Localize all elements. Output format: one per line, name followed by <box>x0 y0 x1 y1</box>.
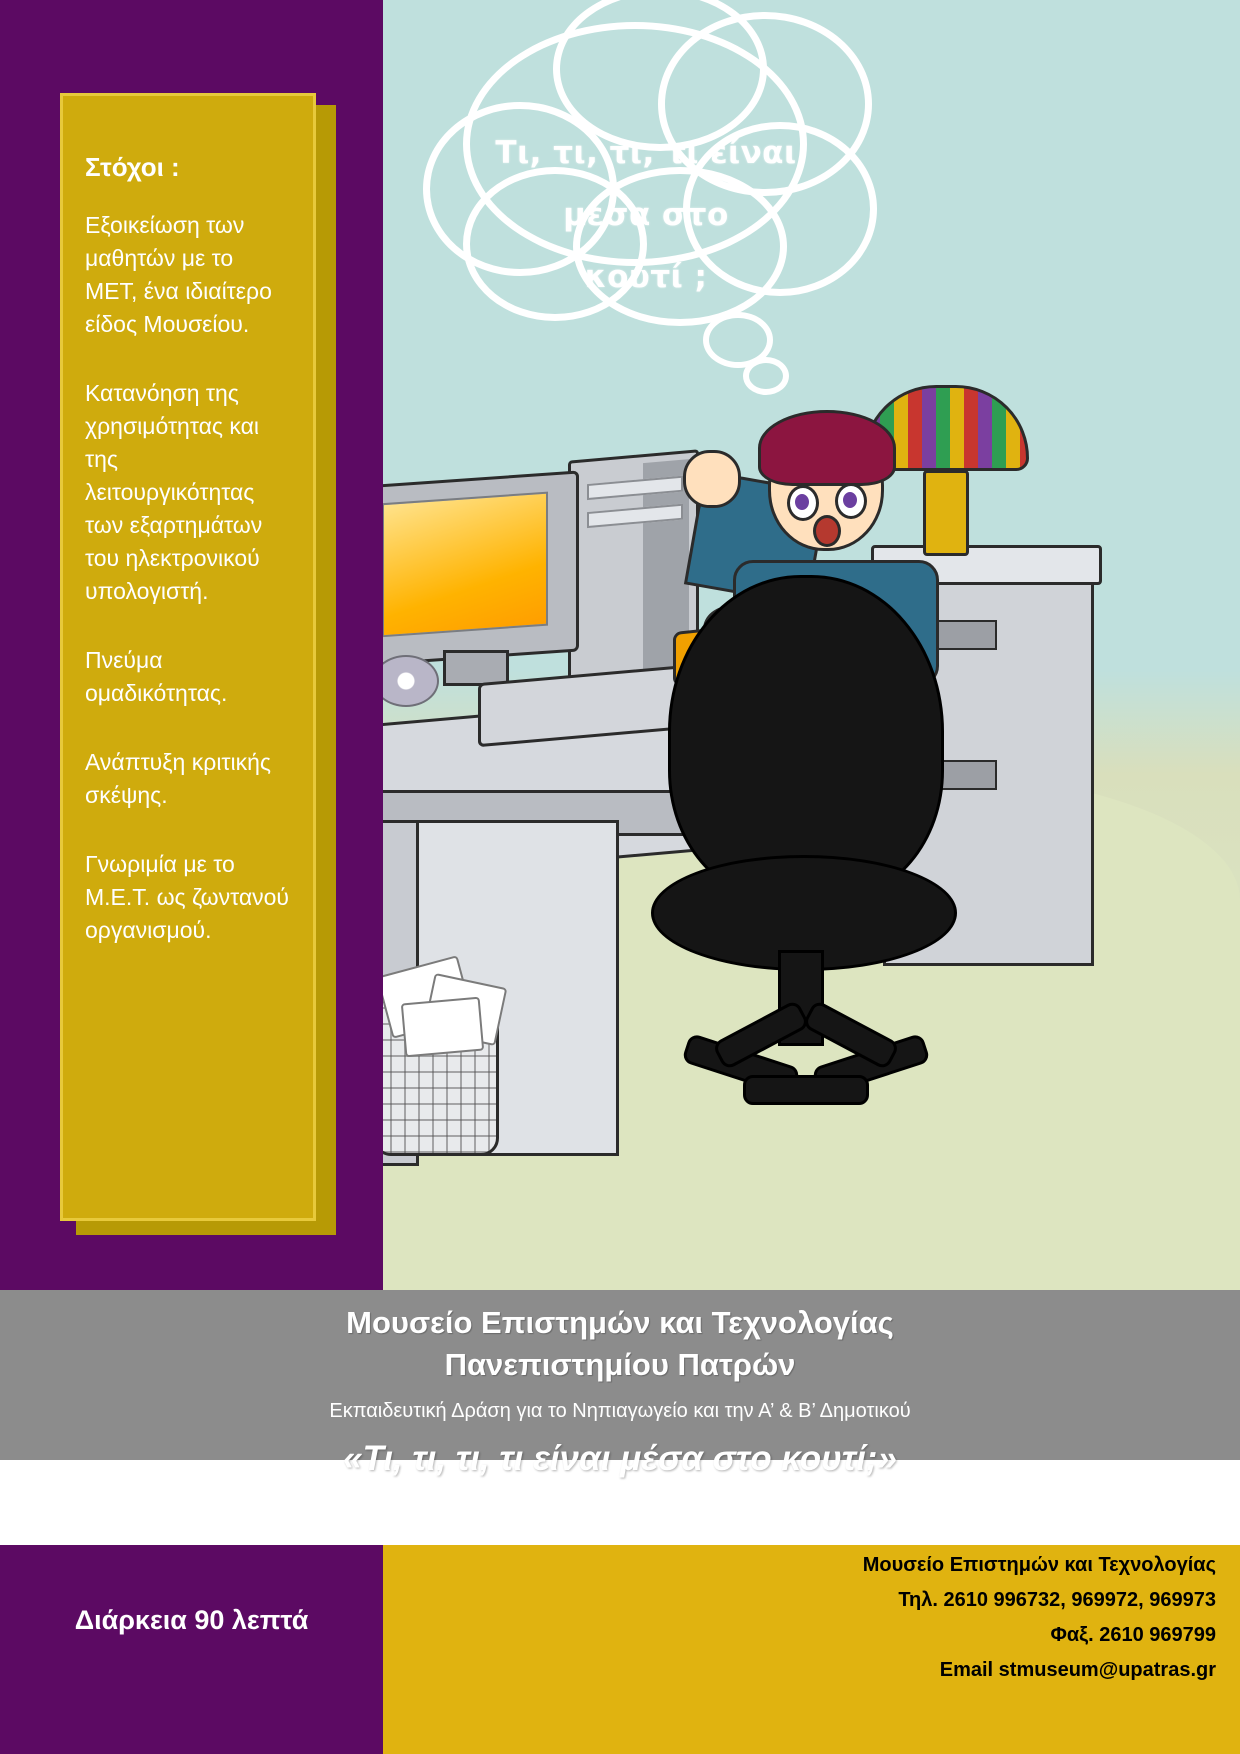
person-eye-left <box>787 485 819 521</box>
person-hair <box>758 410 896 486</box>
computer-monitor <box>383 470 579 666</box>
office-chair-legs <box>683 1020 923 1110</box>
banner-title-line2: Πανεπιστημίου Πατρών <box>444 1347 796 1382</box>
banner-subtitle: Εκπαιδευτική Δράση για το Νηπιαγωγείο και την Α’ & Β’ Δημοτικού <box>329 1400 911 1422</box>
goals-title: Στόχοι : <box>85 152 180 182</box>
goal-item: Κατανόηση της χρησιμότητας και της λειτουργικότητας των εξαρτημάτων του ηλεκτρονικού υπολογιστή. <box>85 380 263 604</box>
goals-box <box>60 93 316 1221</box>
lamp-base <box>923 470 969 556</box>
contact-info <box>616 1548 1216 1688</box>
thought-line-2: μέσα στο <box>563 197 729 233</box>
goal-item: Ανάπτυξη κριτικής σκέψης. <box>85 749 271 808</box>
contact-line-museum: Μουσείο Επιστημών και Τεχνολογίας <box>862 1554 1216 1576</box>
contact-line-phone: Τηλ. 2610 996732, 969972, 969973 <box>898 1589 1216 1611</box>
bubble-tail-small <box>743 357 789 395</box>
contact-line-email[interactable]: Email stmuseum@upatras.gr <box>939 1659 1216 1681</box>
goal-item: Γνωριμία με το Μ.Ε.Τ. ως ζωντανού οργανισμού. <box>85 851 290 943</box>
banner-quote: «Τι, τι, τι, τι είναι μέσα στο κουτί;» <box>342 1439 898 1478</box>
thought-bubble-text <box>431 122 861 308</box>
thought-line-3: κουτί ; <box>584 259 708 295</box>
office-chair-back <box>668 575 944 901</box>
contact-line-fax: Φαξ. 2610 969799 <box>1050 1624 1216 1646</box>
illustration-panel <box>383 0 1240 1290</box>
monitor-screen <box>383 492 548 638</box>
thought-line-1: Τι, τι, τι, τι είναι <box>495 135 797 171</box>
goal-item: Πνεύμα ομαδικότητας. <box>85 647 228 706</box>
banner-title-line1: Μουσείο Επιστημών και Τεχνολογίας <box>346 1305 894 1340</box>
cd-disc <box>383 655 439 707</box>
person-mouth <box>813 515 841 547</box>
title-banner <box>0 1290 1240 1478</box>
crumpled-paper-3 <box>401 997 484 1058</box>
duration-label: Διάρκεια 90 λεπτά <box>74 1605 309 1635</box>
person-eye-right <box>835 483 867 519</box>
thought-bubble <box>403 0 903 392</box>
goal-item: Εξοικείωση των μαθητών με το ΜΕΤ, ένα ιδιαίτερο είδος Μουσείου. <box>85 212 272 337</box>
footer-purple-block <box>0 1545 383 1754</box>
person-hand <box>683 450 741 508</box>
